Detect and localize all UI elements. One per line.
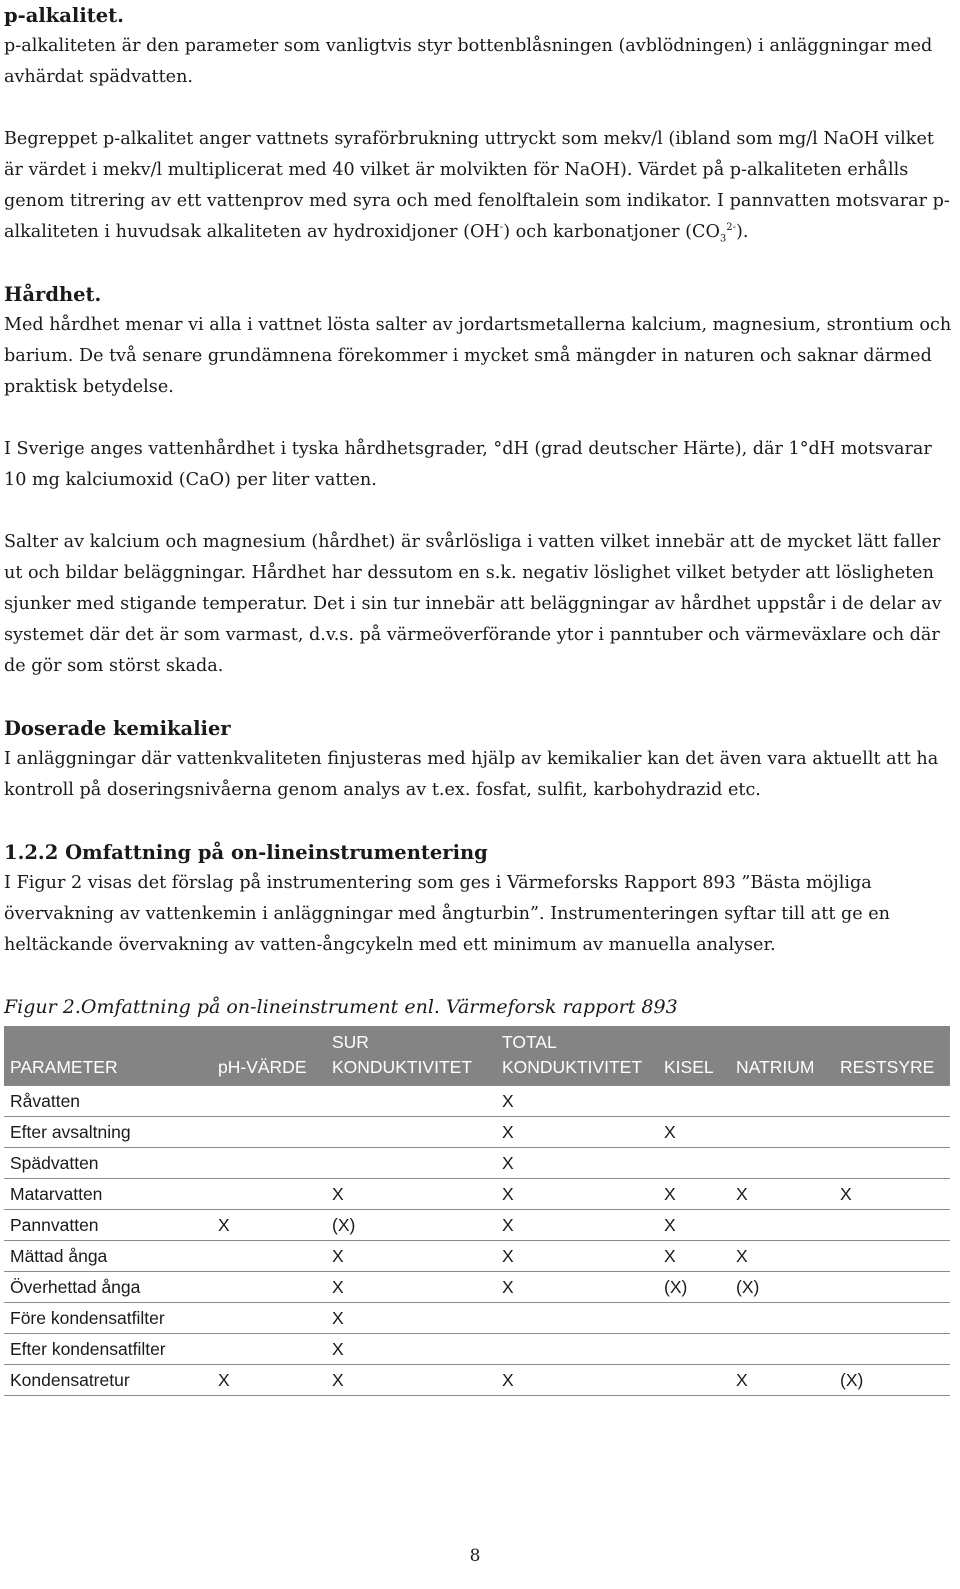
table-cell (730, 1117, 834, 1148)
table-cell (658, 1303, 730, 1334)
table-row (4, 1365, 950, 1396)
table-cell: Efter kondensatfilter (4, 1334, 212, 1365)
table-cell: X (658, 1117, 730, 1148)
table-cell (834, 1148, 950, 1179)
table-row (4, 1148, 950, 1179)
table-cell: Mättad ånga (4, 1241, 212, 1272)
table-cell: Kondensatretur (4, 1365, 212, 1396)
paragraph-omfattning-1: I Figur 2 visas det förslag på instrumentering som ges i Värmeforsks Rapport 893 ”Bästa möjliga övervakning av vattenkemin i anläggningar med ångturbin”. Instrumenteringen syftar till att ge en heltäckande övervakning av vatten-ångcykeln med ett minimum av manuella analyser. (4, 873, 891, 955)
table-cell (212, 1086, 326, 1117)
col-header-natrium: NATRIUM (736, 1057, 815, 1077)
table-cell: X (496, 1117, 658, 1148)
table-cell: X (730, 1241, 834, 1272)
table-cell: X (496, 1272, 658, 1303)
table-cell: X (730, 1365, 834, 1396)
table-cell: Råvatten (4, 1086, 212, 1117)
table-cell: (X) (834, 1365, 950, 1396)
table-row (4, 1086, 950, 1117)
table-cell (326, 1148, 496, 1179)
table-cell: X (658, 1210, 730, 1241)
table-row (4, 1272, 950, 1303)
table-cell: (X) (658, 1272, 730, 1303)
table-cell: Före kondensatfilter (4, 1303, 212, 1334)
paragraph-p-alkalitet-2 (4, 124, 954, 248)
table-row (4, 1303, 950, 1334)
table-cell (212, 1117, 326, 1148)
heading-omfattning: 1.2.2 Omfattning på on-lineinstrumentering (4, 841, 488, 864)
table-cell (496, 1334, 658, 1365)
document-page (4, 0, 954, 1396)
col-header-sur-konduktivitet: SUR KONDUKTIVITET (332, 1032, 473, 1077)
table-cell: X (658, 1241, 730, 1272)
heading-doserade-kemikalier: Doserade kemikalier (4, 717, 231, 740)
table-row (4, 1117, 950, 1148)
heading-p-alkalitet: p-alkalitet. (4, 4, 124, 27)
table-cell (212, 1303, 326, 1334)
table-cell (834, 1241, 950, 1272)
page-number: 8 (469, 1546, 481, 1566)
table-cell: X (496, 1086, 658, 1117)
table-cell (834, 1117, 950, 1148)
table-row (4, 1241, 950, 1272)
p-alk-sub-3: 3 (719, 233, 727, 245)
table-cell: X (496, 1241, 658, 1272)
table-cell: X (326, 1179, 496, 1210)
table-cell: X (496, 1210, 658, 1241)
heading-hardhet: Hårdhet. (4, 283, 102, 306)
table-cell (658, 1148, 730, 1179)
table-cell (658, 1086, 730, 1117)
paragraph-hardhet-3: Salter av kalcium och magnesium (hårdhet) är svårlösliga i vatten vilket innebär att de mycket lätt faller ut och bildar beläggningar. Hårdhet har dessutom en s.k. negativ löslighet vilket betyder att lösligheten sjunker med stigande temperatur. Det i sin tur innebär att beläggningar av hårdhet uppstår i de delar av systemet där det är som varmast, d.v.s. på värmeöverförande ytor i panntuber och värmeväxlare och där de gör som störst skada. (4, 532, 942, 676)
table-row (4, 1179, 950, 1210)
table-cell: X (212, 1365, 326, 1396)
table-cell: X (496, 1148, 658, 1179)
paragraph-hardhet-2: I Sverige anges vattenhårdhet i tyska hårdhetsgrader, °dH (grad deutscher Härte), där 1°dH motsvarar 10 mg kalciumoxid (CaO) per liter vatten. (4, 439, 932, 490)
table-cell: X (496, 1179, 658, 1210)
table-cell: X (212, 1210, 326, 1241)
table-cell (212, 1272, 326, 1303)
table-cell (212, 1241, 326, 1272)
p-alk-mid: ) och karbonatjoner (CO (503, 222, 720, 242)
table-cell (834, 1210, 950, 1241)
table-cell: X (326, 1272, 496, 1303)
table-cell (496, 1303, 658, 1334)
table-cell: Överhettad ånga (4, 1272, 212, 1303)
table-row (4, 1210, 950, 1241)
table-cell (730, 1210, 834, 1241)
table-cell (658, 1365, 730, 1396)
paragraph-hardhet-1: Med hårdhet menar vi alla i vattnet lösta salter av jordartsmetallerna kalcium, magnesium, strontium och barium. De två senare grundämnena förekommer i mycket små mängder in naturen och saknar därmed praktisk betydelse. (4, 315, 952, 397)
table-cell (730, 1303, 834, 1334)
p-alk-text: Begreppet p-alkalitet anger vattnets syraförbrukning uttryckt som mekv/l (ibland som mg/l NaOH vilket är värdet i mekv/l multiplicerat med 40 vilket är molvikten för NaOH). Värdet på p-alkaliteten erhålls genom titrering av ett vattenprov med syra och med fenolftalein som indikator. I pannvatten motsvarar p-alkaliteten i huvudsak alkaliteten av hydroxidjoner (OH (4, 129, 950, 242)
table-cell (212, 1334, 326, 1365)
table-cell (212, 1148, 326, 1179)
p-alk-sup-oh: - (499, 222, 504, 234)
table-cell: Matarvatten (4, 1179, 212, 1210)
table-cell (834, 1086, 950, 1117)
table-cell (658, 1334, 730, 1365)
table-cell: X (496, 1365, 658, 1396)
table-cell: Spädvatten (4, 1148, 212, 1179)
col-header-parameter: PARAMETER (10, 1057, 118, 1077)
table-cell (326, 1086, 496, 1117)
table-cell: Efter avsaltning (4, 1117, 212, 1148)
table-cell (834, 1303, 950, 1334)
col-header-ph: pH-VÄRDE (218, 1057, 307, 1077)
table-cell: X (658, 1179, 730, 1210)
table-cell: X (326, 1365, 496, 1396)
table-cell: X (326, 1241, 496, 1272)
table-cell: X (326, 1334, 496, 1365)
col-header-total-konduktivitet: TOTAL KONDUKTIVITET (502, 1032, 643, 1077)
table-row (4, 1334, 950, 1365)
table-header-row (4, 1026, 950, 1086)
instrument-table (4, 1026, 950, 1396)
table-cell (326, 1117, 496, 1148)
table-cell: (X) (730, 1272, 834, 1303)
table-cell: X (730, 1179, 834, 1210)
paragraph-doserade-1: I anläggningar där vattenkvaliteten finjusteras med hjälp av kemikalier kan det även vara aktuellt att ha kontroll på doseringsnivåerna genom analys av t.ex. fosfat, sulfit, karbohydrazid etc. (4, 749, 939, 800)
col-header-restsyre: RESTSYRE (840, 1057, 935, 1077)
table-cell (730, 1148, 834, 1179)
p-alk-sup-2minus: 2- (726, 222, 736, 234)
table-cell: X (326, 1303, 496, 1334)
table-cell (730, 1334, 834, 1365)
table-cell (834, 1272, 950, 1303)
table-cell (834, 1334, 950, 1365)
col-header-kisel: KISEL (664, 1057, 714, 1077)
table-cell (730, 1086, 834, 1117)
paragraph-p-alkalitet-1: p-alkaliteten är den parameter som vanligtvis styr bottenblåsningen (avblödningen) i anläggningar med avhärdat spädvatten. (4, 36, 933, 87)
table-cell: (X) (326, 1210, 496, 1241)
table-cell: Pannvatten (4, 1210, 212, 1241)
table-cell: X (834, 1179, 950, 1210)
table-cell (212, 1179, 326, 1210)
figure-caption: Figur 2.Omfattning på on-lineinstrument enl. Värmeforsk rapport 893 (4, 996, 678, 1018)
p-alk-end: ). (736, 222, 749, 242)
